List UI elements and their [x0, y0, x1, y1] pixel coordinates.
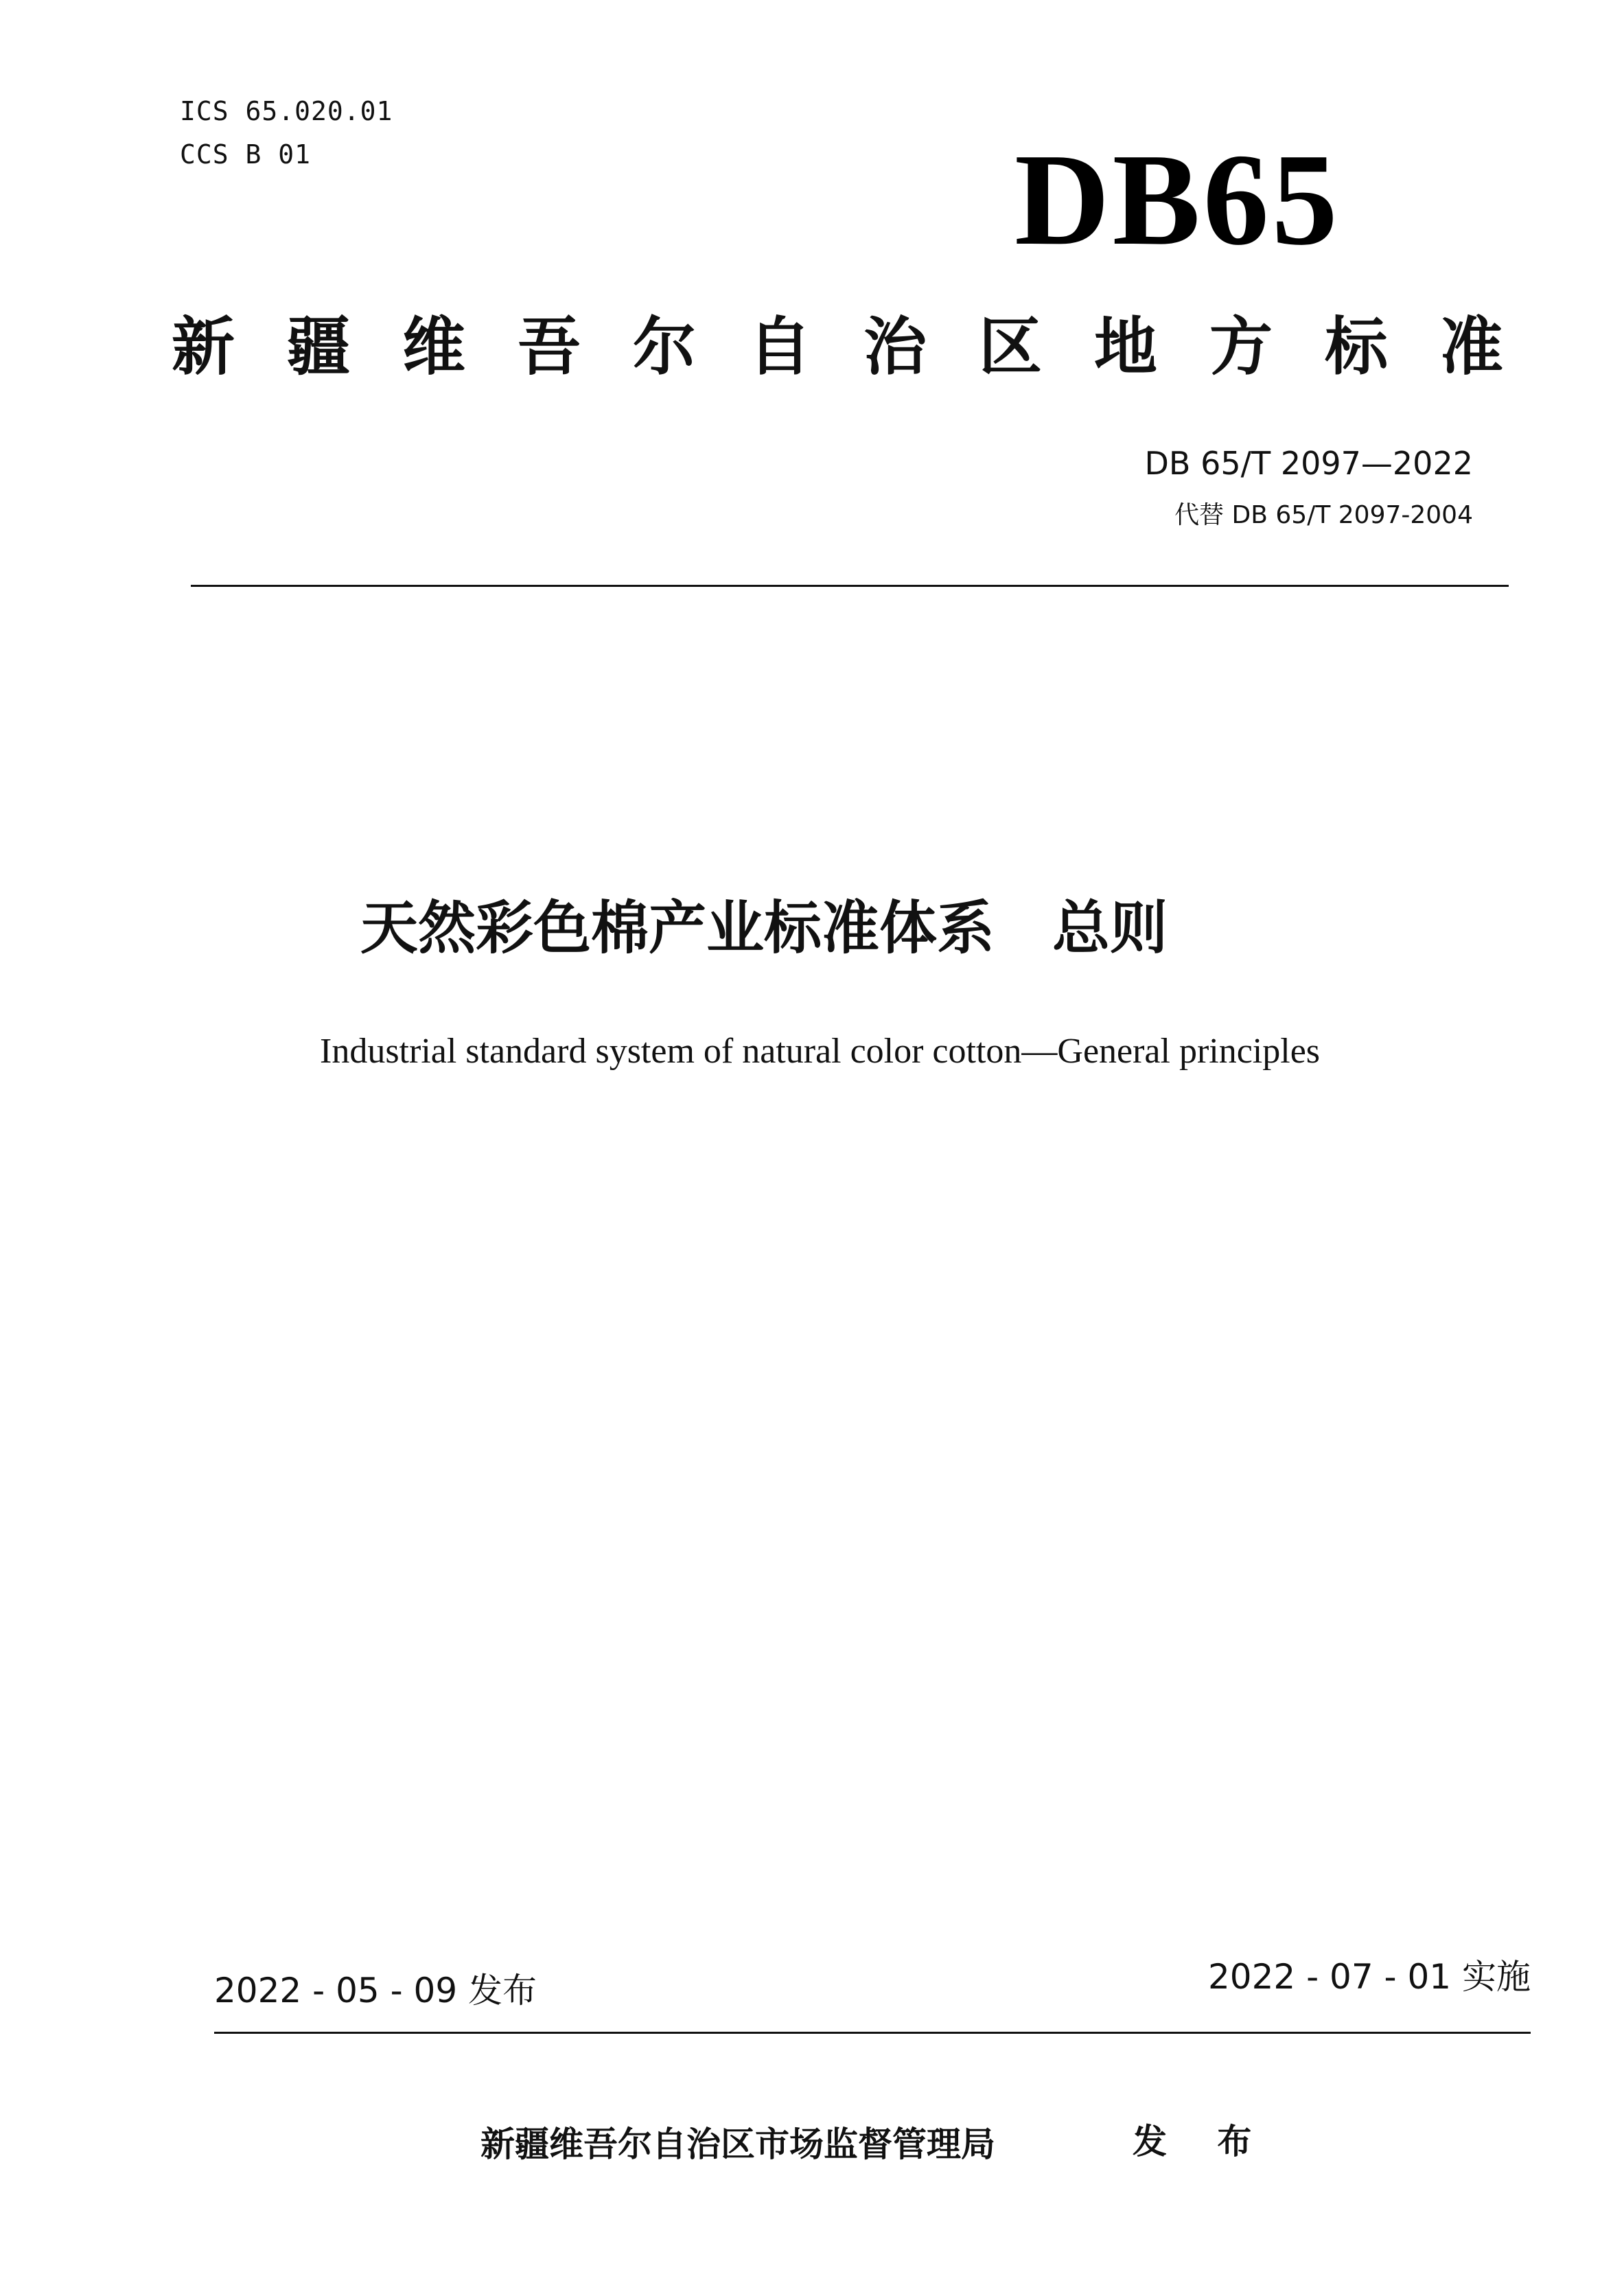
standard-type-heading: 新疆维吾尔自治区地方标准: [172, 310, 1556, 384]
top-divider: [191, 585, 1509, 587]
publisher-name: 新疆维吾尔自治区市场监督管理局: [480, 2124, 995, 2164]
publish-label: 发 布: [1133, 2122, 1271, 2161]
title-english: Industrial standard system of natural color cotton—General principles: [320, 1032, 1321, 1071]
implementation-date: 2022 - 07 - 01 实施: [1207, 1957, 1531, 1997]
db-logo: DB65: [1014, 126, 1341, 272]
ccs-code: CCS B 01: [180, 139, 312, 170]
ics-code: ICS 65.020.01: [180, 96, 393, 126]
standard-number: DB 65/T 2097—2022: [1144, 445, 1473, 482]
bottom-divider: [214, 2032, 1531, 2034]
title-chinese: 天然彩色棉产业标准体系 总则: [360, 894, 1168, 962]
issue-date: 2022 - 05 - 09 发布: [214, 1971, 537, 2010]
replaces-standard: 代替 DB 65/T 2097-2004: [1174, 501, 1473, 529]
